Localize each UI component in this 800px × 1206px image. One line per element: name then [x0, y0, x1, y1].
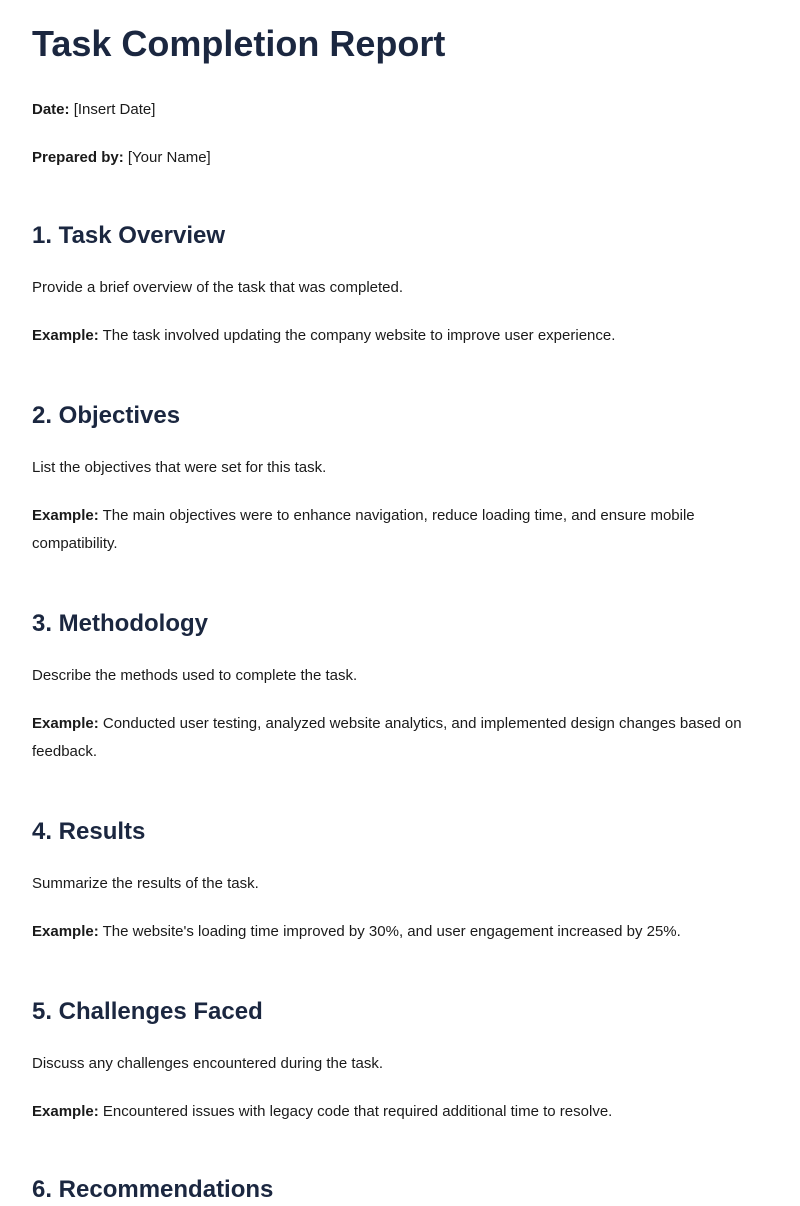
section-heading: 2. Objectives — [32, 402, 181, 429]
section-recommendations — [32, 1174, 768, 1206]
example-label: Example: — [32, 327, 99, 344]
section-objectives — [32, 400, 768, 558]
section-example — [32, 710, 768, 766]
example-label: Example: — [32, 923, 99, 940]
section-description: Describe the methods used to complete the task. — [32, 667, 358, 684]
section-task-overview — [32, 220, 768, 350]
prepared-by-label: Prepared by: — [32, 149, 124, 166]
date-line — [32, 96, 155, 124]
section-results — [32, 816, 768, 946]
date-value: [Insert Date] — [73, 101, 156, 118]
section-challenges-faced — [32, 996, 768, 1126]
section-example — [32, 502, 768, 558]
prepared-by-value: [Your Name] — [127, 149, 211, 166]
section-description: Summarize the results of the task. — [32, 875, 259, 892]
example-text: The main objectives were to enhance navigation, reduce loading time, and ensure mobile compatibility. — [32, 507, 695, 552]
example-label: Example: — [32, 715, 99, 732]
example-label: Example: — [32, 507, 99, 524]
section-example — [32, 1098, 768, 1126]
example-text: Conducted user testing, analyzed website analytics, and implemented design changes based on feedback. — [32, 715, 742, 760]
prepared-by-line — [32, 144, 211, 172]
section-methodology — [32, 608, 768, 766]
section-description: Discuss any challenges encountered during the task. — [32, 1055, 384, 1072]
date-label: Date: — [32, 101, 70, 118]
page-title: Task Completion Report — [32, 23, 446, 64]
section-example — [32, 322, 768, 350]
section-heading: 1. Task Overview — [32, 222, 226, 249]
section-heading: 3. Methodology — [32, 610, 208, 637]
example-text: Encountered issues with legacy code that required additional time to resolve. — [102, 1103, 613, 1120]
section-heading: 4. Results — [32, 818, 146, 845]
section-description: Provide a brief overview of the task that was completed. — [32, 279, 404, 296]
section-description: List the objectives that were set for this task. — [32, 459, 327, 476]
section-example — [32, 918, 768, 946]
example-text: The website's loading time improved by 30%, and user engagement increased by 25%. — [102, 923, 681, 940]
section-heading: 6. Recommendations — [32, 1176, 274, 1203]
section-heading: 5. Challenges Faced — [32, 998, 263, 1025]
example-label: Example: — [32, 1103, 99, 1120]
example-text: The task involved updating the company website to improve user experience. — [102, 327, 616, 344]
